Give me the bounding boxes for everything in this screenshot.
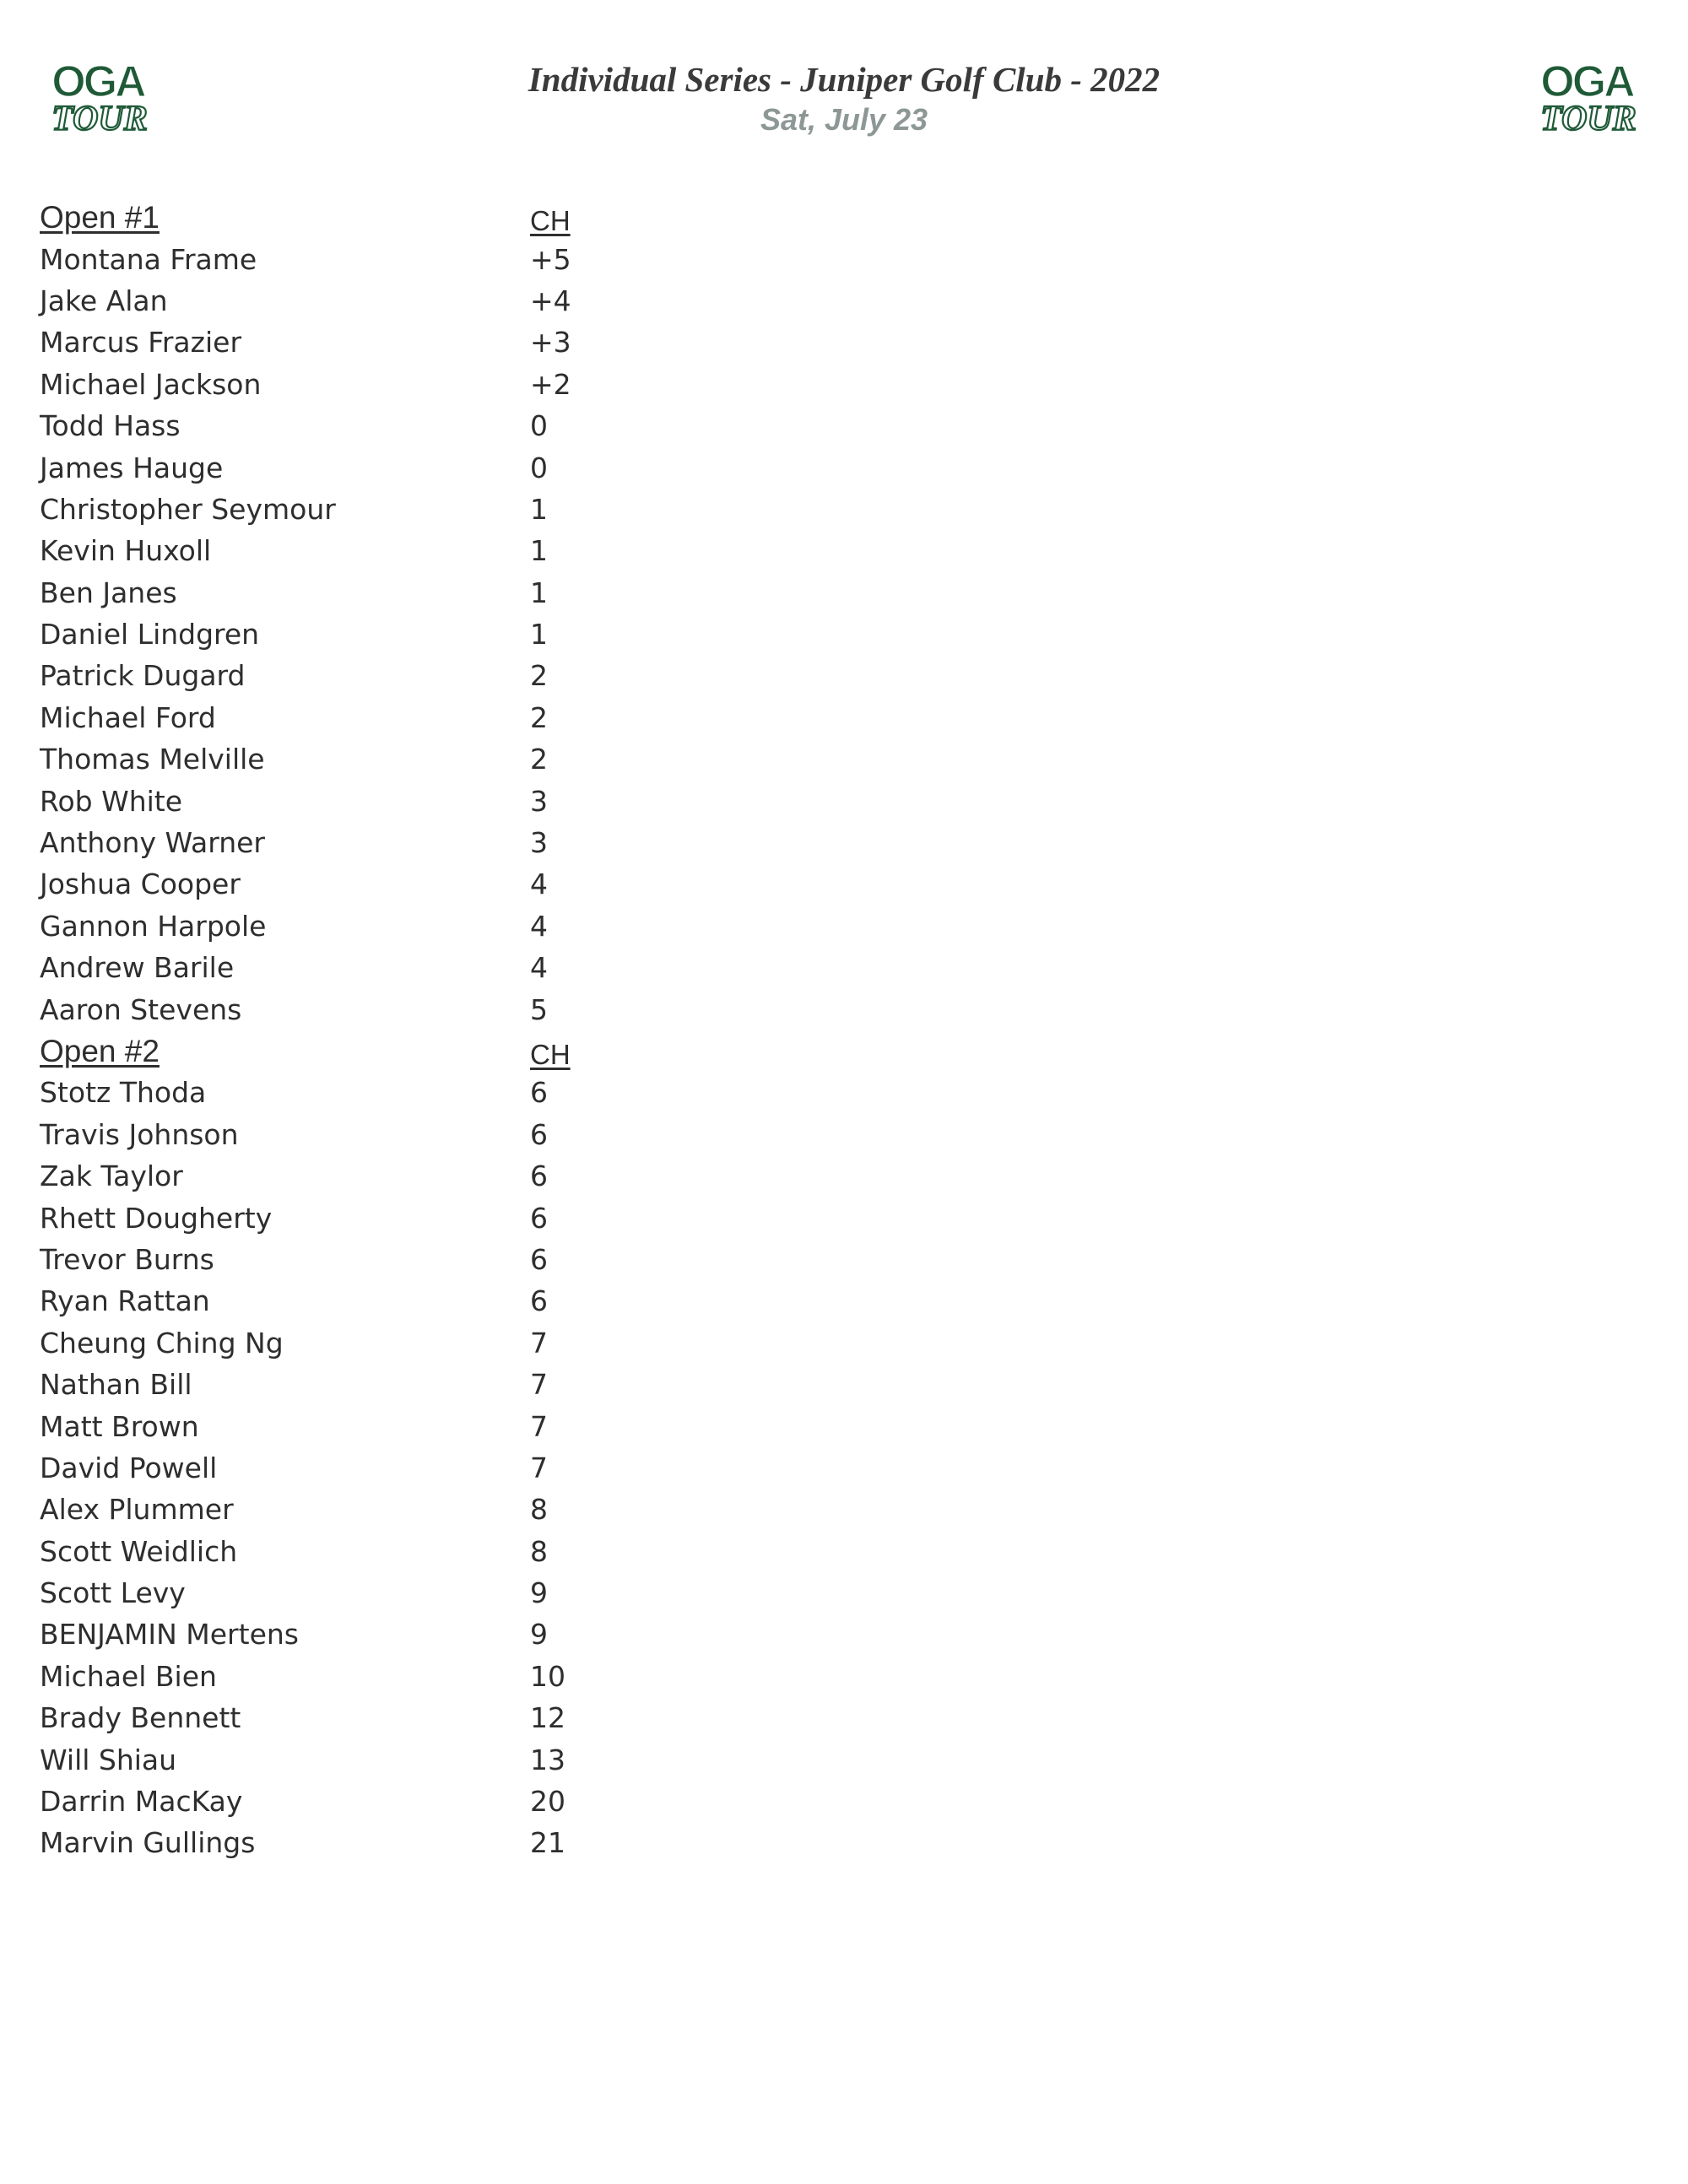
player-name: Will Shiau <box>40 1743 177 1776</box>
player-name: James Hauge <box>40 451 224 484</box>
player-name: Todd Hass <box>40 409 181 443</box>
player-row <box>40 1405 715 1446</box>
player-row <box>40 697 715 738</box>
section-title: Open #1 <box>40 199 160 235</box>
player-name: Andrew Barile <box>40 951 235 985</box>
course-handicap: 0 <box>530 451 548 484</box>
course-handicap: 6 <box>530 1160 548 1193</box>
player-row <box>40 614 715 655</box>
course-handicap: 7 <box>530 1409 548 1443</box>
player-row <box>40 655 715 696</box>
player-name: Ryan Rattan <box>40 1284 210 1318</box>
course-handicap: 5 <box>530 992 548 1026</box>
ch-column-header: CH <box>530 204 571 236</box>
player-name: Michael Bien <box>40 1659 217 1693</box>
player-name: Alex Plummer <box>40 1493 234 1527</box>
player-name: Kevin Huxoll <box>40 534 212 568</box>
player-name: BENJAMIN Mertens <box>40 1618 299 1652</box>
course-handicap: +4 <box>530 284 571 317</box>
course-handicap: 8 <box>530 1534 548 1568</box>
course-handicap: 20 <box>530 1785 565 1819</box>
player-name: Cheung Ching Ng <box>40 1326 284 1360</box>
course-handicap: 6 <box>530 1076 548 1110</box>
player-row <box>40 1447 715 1489</box>
course-handicap: 9 <box>530 1618 548 1652</box>
section-header <box>40 1030 715 1072</box>
player-row <box>40 1280 715 1322</box>
player-row <box>40 1697 715 1738</box>
course-handicap: +2 <box>530 367 571 401</box>
player-name: Matt Brown <box>40 1409 199 1443</box>
player-row <box>40 780 715 821</box>
course-handicap: +5 <box>530 242 571 276</box>
player-row <box>40 738 715 780</box>
course-handicap: 6 <box>530 1242 548 1276</box>
player-name: David Powell <box>40 1451 218 1484</box>
course-handicap: 1 <box>530 534 548 568</box>
course-handicap: 7 <box>530 1326 548 1360</box>
player-name: Michael Jackson <box>40 367 262 401</box>
course-handicap: 4 <box>530 909 548 943</box>
player-row <box>40 1572 715 1614</box>
course-handicap: 6 <box>530 1201 548 1235</box>
player-row <box>40 1489 715 1530</box>
player-name: Zak Taylor <box>40 1160 183 1193</box>
player-name: Stotz Thoda <box>40 1076 207 1110</box>
course-handicap: 2 <box>530 700 548 734</box>
player-row <box>40 405 715 446</box>
player-name: Montana Frame <box>40 242 257 276</box>
player-row <box>40 446 715 488</box>
player-row <box>40 572 715 614</box>
course-handicap: 2 <box>530 743 548 776</box>
player-name: Marcus Frazier <box>40 326 242 359</box>
player-name: Darrin MacKay <box>40 1785 243 1819</box>
page-title: Individual Series - Juniper Golf Club - 2022 <box>528 60 1160 99</box>
player-row <box>40 1155 715 1197</box>
player-name: Scott Levy <box>40 1576 186 1610</box>
page-header <box>0 57 1688 138</box>
course-handicap: +3 <box>530 326 571 359</box>
player-name: Anthony Warner <box>40 826 265 860</box>
player-row <box>40 947 715 988</box>
player-roster <box>40 197 715 1864</box>
player-row <box>40 364 715 405</box>
player-name: Gannon Harpole <box>40 909 267 943</box>
player-row <box>40 1781 715 1822</box>
course-handicap: 9 <box>530 1576 548 1610</box>
player-row <box>40 863 715 905</box>
course-handicap: 4 <box>530 951 548 985</box>
player-name: Rhett Dougherty <box>40 1201 273 1235</box>
player-name: Travis Johnson <box>40 1117 239 1151</box>
course-handicap: 1 <box>530 492 548 526</box>
course-handicap: 0 <box>530 409 548 443</box>
player-name: Marvin Gullings <box>40 1826 256 1860</box>
course-handicap: 6 <box>530 1284 548 1318</box>
event-date: Sat, July 23 <box>760 102 928 137</box>
course-handicap: 13 <box>530 1743 565 1776</box>
player-name: Aaron Stevens <box>40 992 242 1026</box>
player-name: Scott Weidlich <box>40 1534 238 1568</box>
section-title: Open #2 <box>40 1033 160 1068</box>
player-name: Jake Alan <box>40 284 168 317</box>
player-name: Michael Ford <box>40 700 216 734</box>
player-name: Nathan Bill <box>40 1368 192 1402</box>
player-row <box>40 1239 715 1280</box>
player-name: Joshua Cooper <box>40 868 241 901</box>
player-row <box>40 238 715 279</box>
player-row <box>40 1322 715 1364</box>
player-row <box>40 280 715 322</box>
player-row <box>40 988 715 1030</box>
player-row <box>40 822 715 863</box>
player-row <box>40 1197 715 1238</box>
svg-text:OGA: OGA <box>1540 57 1633 106</box>
player-name: Thomas Melville <box>40 743 265 776</box>
course-handicap: 1 <box>530 576 548 609</box>
svg-text:OGA: OGA <box>51 57 144 106</box>
course-handicap: 21 <box>530 1826 565 1860</box>
svg-text:TOUR: TOUR <box>1540 100 1637 137</box>
player-row <box>40 1072 715 1113</box>
player-name: Brady Bennett <box>40 1701 241 1735</box>
course-handicap: 10 <box>530 1659 565 1693</box>
player-row <box>40 905 715 947</box>
course-handicap: 3 <box>530 784 548 818</box>
player-row <box>40 1614 715 1655</box>
player-row <box>40 1738 715 1780</box>
player-row <box>40 322 715 363</box>
player-row <box>40 530 715 571</box>
player-name: Ben Janes <box>40 576 177 609</box>
player-name: Trevor Burns <box>40 1242 214 1276</box>
course-handicap: 1 <box>530 618 548 651</box>
course-handicap: 3 <box>530 826 548 860</box>
player-row <box>40 1822 715 1863</box>
course-handicap: 7 <box>530 1368 548 1402</box>
ch-column-header: CH <box>530 1038 571 1070</box>
player-name: Rob White <box>40 784 183 818</box>
course-handicap: 6 <box>530 1117 548 1151</box>
section-header <box>40 197 715 238</box>
course-handicap: 4 <box>530 868 548 901</box>
course-handicap: 12 <box>530 1701 565 1735</box>
course-handicap: 8 <box>530 1493 548 1527</box>
course-handicap: 2 <box>530 659 548 693</box>
svg-text:TOUR: TOUR <box>51 100 148 137</box>
player-name: Patrick Dugard <box>40 659 246 693</box>
player-row <box>40 1656 715 1697</box>
player-name: Daniel Lindgren <box>40 618 260 651</box>
player-row <box>40 489 715 530</box>
course-handicap: 7 <box>530 1451 548 1484</box>
player-row <box>40 1364 715 1405</box>
player-name: Christopher Seymour <box>40 492 336 526</box>
player-row <box>40 1531 715 1572</box>
player-row <box>40 1114 715 1155</box>
